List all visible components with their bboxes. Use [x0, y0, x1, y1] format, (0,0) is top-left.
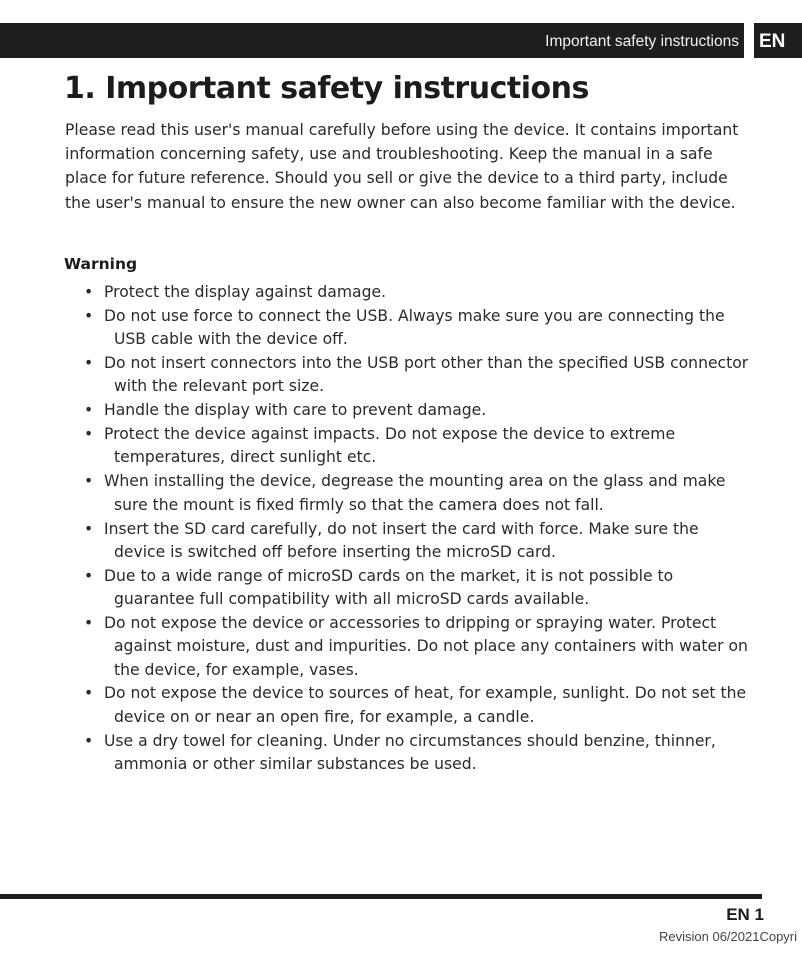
- list-item: [64, 518, 754, 565]
- list-item: [64, 612, 754, 682]
- revision-note: Revision 06/2021Copyri: [659, 929, 798, 944]
- list-item-text: When installing the device, degrease the mounting area on the glass and make sure the mount is fixed firmly so that the camera does not fall.: [104, 472, 726, 514]
- language-badge: EN: [754, 23, 802, 58]
- intro-paragraph: Please read this user's manual carefully before using the device. It contains important information concerning safety, use and troubleshooting. Keep the manual in a safe place for future reference. Should you sell or give the device to a third party, include the user's manual to ensure the new owner can also become familiar with the device.: [65, 121, 739, 212]
- list-item: [64, 399, 754, 422]
- bullet-icon: •: [84, 472, 94, 491]
- bullet-icon: •: [84, 566, 94, 585]
- list-item: [64, 423, 754, 470]
- bullet-icon: •: [84, 519, 94, 538]
- bullet-icon: •: [84, 283, 94, 301]
- list-item: [64, 682, 754, 729]
- page-title: 1. Important safety instructions: [64, 71, 589, 106]
- bullet-icon: •: [84, 425, 94, 444]
- list-item: [64, 730, 754, 777]
- list-item-text: Do not insert connectors into the USB port other than the specified USB connector with the relevant port size.: [104, 354, 749, 396]
- list-item: [64, 565, 754, 612]
- warning-list: [64, 281, 754, 777]
- list-item-text: Due to a wide range of microSD cards on the market, it is not possible to guarantee full compatibility with all microSD cards available.: [104, 566, 674, 609]
- list-item: [64, 305, 754, 352]
- footer-divider: [0, 894, 762, 899]
- list-item-text: Protect the display against damage.: [104, 283, 387, 301]
- running-header-title: Important safety instructions: [545, 33, 739, 50]
- list-item-text: Handle the display with care to prevent damage.: [104, 401, 487, 420]
- bullet-icon: •: [84, 306, 94, 325]
- page-number: EN 1: [726, 905, 764, 924]
- bullet-icon: •: [84, 613, 94, 632]
- list-item: [64, 470, 754, 517]
- warning-heading: Warning: [64, 255, 138, 273]
- bullet-icon: •: [84, 684, 94, 703]
- header-bar: [0, 23, 744, 58]
- list-item: [64, 352, 754, 399]
- bullet-icon: •: [84, 731, 94, 750]
- bullet-icon: •: [84, 401, 94, 420]
- list-item-text: Protect the device against impacts. Do not expose the device to extreme temperatures, direct sunlight etc.: [104, 425, 676, 467]
- list-item-text: Use a dry towel for cleaning. Under no circumstances should benzine, thinner, ammonia or other similar substances be used.: [104, 731, 716, 773]
- list-item-text: Insert the SD card carefully, do not insert the card with force. Make sure the device is switched off before inserting the microSD card.: [104, 519, 699, 561]
- bullet-icon: •: [84, 354, 94, 373]
- list-item-text: Do not expose the device to sources of heat, for example, sunlight. Do not set the device on or near an open fire, for example, a candle.: [104, 684, 747, 726]
- list-item: [64, 281, 754, 304]
- list-item-text: Do not use force to connect the USB. Always make sure you are connecting the USB cable with the device off.: [104, 306, 725, 349]
- list-item-text: Do not expose the device or accessories to dripping or spraying water. Protect against moisture, dust and impurities. Do not place any containers with water on the device, for example, vases.: [104, 613, 748, 679]
